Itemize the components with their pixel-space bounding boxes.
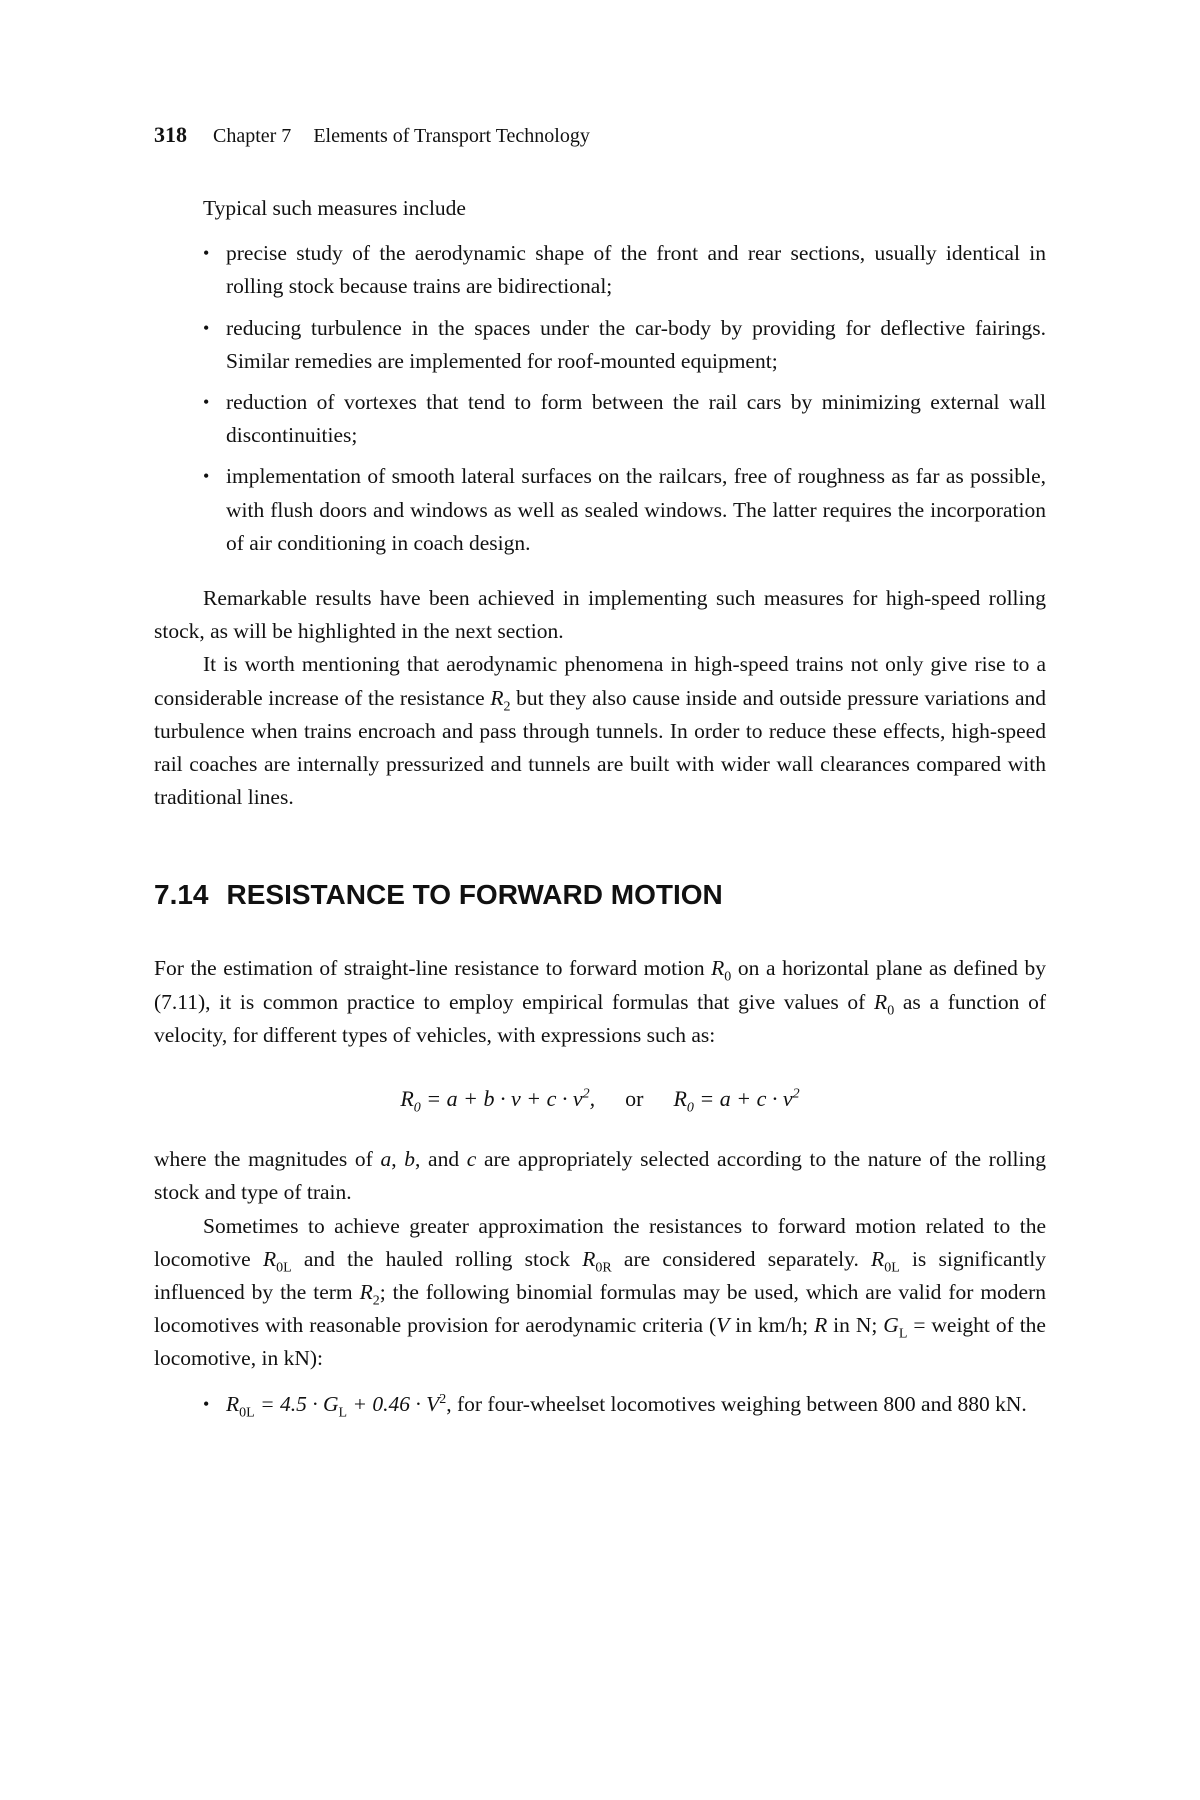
list-item (203, 386, 1046, 452)
list-item-text: implementation of smooth lateral surfaces on the railcars, free of roughness as far as possible, with flush doors and windows as well as sealed windows. The latter requires the incorporation of air conditioning in coach design. (226, 464, 1046, 555)
math-symbol: c (466, 1147, 477, 1172)
running-head (154, 118, 1046, 152)
list-item (203, 237, 1046, 303)
text-run: , (391, 1147, 405, 1172)
section-heading (154, 878, 1046, 912)
text-run: Sometimes to achieve greater approximation the resistances to forward motion related to the locomotive (154, 1213, 1046, 1271)
text-run: = weight of the locomotive, in kN): (154, 1313, 1046, 1371)
paragraph (154, 952, 1046, 1052)
math-superscript: 2 (792, 1086, 800, 1102)
list-item (203, 460, 1046, 560)
math-symbol: a (380, 1147, 392, 1172)
text-run: as a function of velocity, for different types of vehicles, with expressions such as: (154, 989, 1046, 1047)
math-symbol: R (673, 1086, 687, 1112)
list-item-text: reducing turbulence in the spaces under the car-body by providing for deflective fairings. Similar remedies are implemented for roof-mounted equipment; (226, 315, 1046, 373)
text-run: where the magnitudes of (154, 1147, 381, 1172)
math-symbol: R (226, 1391, 240, 1416)
chapter-label: Chapter 7 (213, 125, 292, 147)
section-title: RESISTANCE TO FORWARD MOTION (226, 879, 723, 911)
math-symbol: b (404, 1147, 416, 1172)
paragraph: Remarkable results have been achieved in implementing such measures for high-speed rolling stock, as will be highlighted in the next section. (154, 586, 1046, 644)
bullet-icon: • (203, 392, 210, 413)
bullet-icon: • (203, 1393, 210, 1414)
text-run: on a horizontal plane as defined by (7.11), it is common practice to employ empirical formulas that give values of (154, 956, 1046, 1014)
formula-expression: + 0.46 · V (347, 1391, 440, 1416)
math-superscript: 2 (439, 1391, 447, 1407)
paragraph (154, 648, 1046, 814)
math-symbol: R (711, 956, 725, 981)
text-run: It is worth mentioning that aerodynamic phenomena in high-speed trains not only give rise to a considerable increase of the resistance (154, 652, 1046, 710)
math-symbol: R (814, 1313, 828, 1338)
math-subscript: 2 (503, 698, 511, 714)
text-run: are appropriately selected according to the nature of the rolling stock and type of train. (154, 1147, 1047, 1205)
bullet-icon: • (203, 317, 210, 338)
section-number: 7.14 (154, 879, 209, 911)
math-subscript: 2 (372, 1293, 380, 1309)
math-symbol: R (400, 1086, 414, 1112)
paragraph (154, 1210, 1046, 1376)
math-subscript: 0 (413, 1100, 421, 1116)
math-subscript: 0 (887, 1002, 895, 1018)
text-run: is significantly influenced by the term (154, 1246, 1046, 1305)
text-run: For the estimation of straight-line resistance to forward motion (154, 956, 712, 981)
math-subscript: 0L (884, 1260, 900, 1276)
math-symbol: R (490, 685, 504, 710)
math-symbol: G (883, 1313, 899, 1338)
text-run: , and (415, 1147, 467, 1172)
math-subscript: 0 (686, 1100, 694, 1116)
formula-expression: = 4.5 · G (254, 1391, 339, 1416)
list-item-text: precise study of the aerodynamic shape of the front and rear sections, usually identical in rolling stock because trains are bidirectional; (226, 241, 1046, 299)
math-symbol: R (871, 1246, 885, 1271)
text-run: but they also cause inside and outside pressure variations and turbulence when trains encroach and pass through tunnels. In order to reduce these effects, high-speed rail coaches are internally pressurized and tunnels are built with wider wall clearances compared with traditional lines. (154, 685, 1046, 810)
bullet-icon: • (203, 243, 210, 264)
chapter-title: Elements of Transport Technology (313, 125, 590, 147)
math-subscript: 0R (595, 1260, 612, 1276)
formula-list (154, 1388, 1046, 1421)
text-run: in km/h; (729, 1313, 815, 1338)
text-run: ; the following binomial formulas may be used, which are valid for modern locomotives with reasonable provision for aerodynamic criteria ( (154, 1280, 1046, 1338)
math-symbol: R (582, 1246, 596, 1271)
equation-rhs: = a + b · v + c · v (420, 1086, 583, 1112)
math-subscript: 0 (724, 969, 732, 985)
text-run: in N; (827, 1313, 884, 1338)
list-item-text: , for four-wheelset locomotives weighing between 800 and 880 kN. (446, 1391, 1027, 1416)
text-run: , (589, 1086, 596, 1112)
math-symbol: R (262, 1246, 277, 1271)
list-item-text: reduction of vortexes that tend to form between the rail cars by minimizing external wall discontinuities; (226, 390, 1046, 448)
math-subscript: L (898, 1326, 908, 1342)
intro-text: Typical such measures include (203, 196, 466, 220)
equation (154, 1082, 1046, 1115)
paragraph (154, 1143, 1046, 1209)
page (154, 118, 1046, 1429)
math-symbol: R (874, 989, 888, 1014)
bullet-icon: • (203, 466, 210, 487)
math-subscript: L (338, 1404, 348, 1420)
equation-or: or (625, 1086, 644, 1112)
math-superscript: 2 (582, 1086, 590, 1102)
math-symbol: R (359, 1280, 373, 1305)
list-item (203, 312, 1046, 378)
text-run: are considered separately. (611, 1246, 872, 1271)
math-subscript: 0L (239, 1404, 255, 1420)
math-subscript: 0L (276, 1260, 292, 1276)
measures-list (154, 237, 1046, 560)
page-number: 318 (154, 122, 187, 147)
text-run: and the hauled rolling stock (291, 1246, 583, 1271)
list-item (203, 1388, 1046, 1421)
math-symbol: V (716, 1313, 730, 1338)
equation-rhs: = a + c · v (693, 1086, 793, 1112)
